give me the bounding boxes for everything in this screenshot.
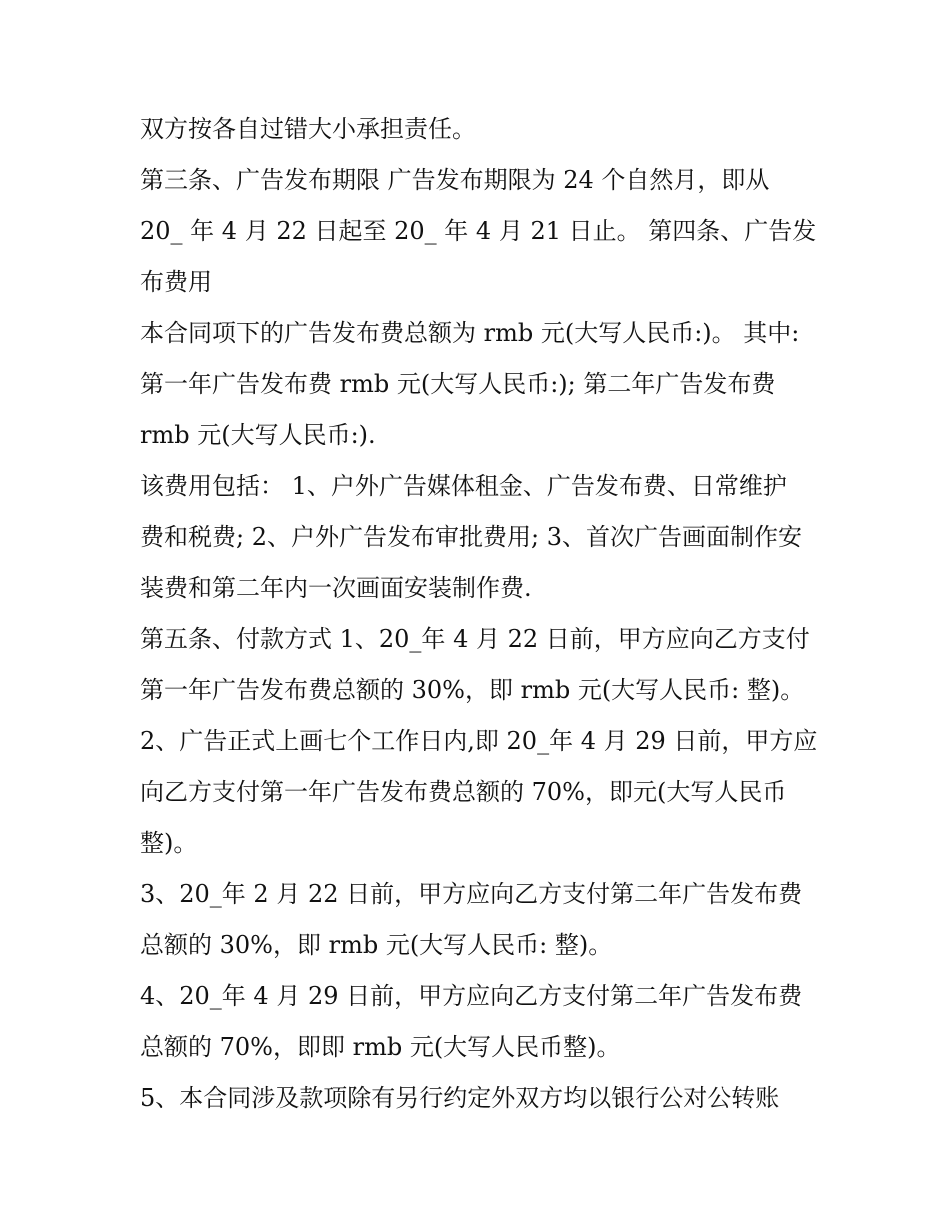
text-line: 向乙方支付第一年广告发布费总额的 70%，即元(大写人民币 (140, 778, 787, 806)
text-line: 该费用包括： 1、户外广告媒体租金、广告发布费、日常维护 (140, 472, 787, 500)
text-line: 布费用 (140, 268, 212, 296)
text-line: 3、20_年 2 月 22 日前，甲方应向乙方支付第二年广告发布费 (140, 880, 803, 908)
text-line: 总额的 30%，即 rmb 元(大写人民币: 整)。 (140, 931, 613, 959)
text-line: 第一年广告发布费 rmb 元(大写人民币:); 第二年广告发布费 (140, 370, 776, 398)
text-line: 20_ 年 4 月 22 日起至 20_ 年 4 月 21 日止。 第四条、广告发 (140, 217, 817, 245)
text-line: 2、广告正式上画七个工作日内,即 20_年 4 月 29 日前，甲方应 (140, 727, 818, 755)
text-line: 第五条、付款方式 1、20_年 4 月 22 日前，甲方应向乙方支付 (140, 625, 810, 653)
text-line: 第三条、广告发布期限 广告发布期限为 24 个自然月，即从 (140, 166, 770, 194)
contract-text (140, 104, 830, 1124)
text-line: rmb 元(大写人民币:). (140, 421, 376, 449)
text-line: 本合同项下的广告发布费总额为 rmb 元(大写人民币:)。 其中: (140, 319, 800, 347)
text-line: 整)。 (140, 829, 198, 857)
text-line: 装费和第二年内一次画面安装制作费. (140, 574, 532, 602)
text-line: 4、20_年 4 月 29 日前，甲方应向乙方支付第二年广告发布费 (140, 982, 803, 1010)
text-line: 第一年广告发布费总额的 30%，即 rmb 元(大写人民币: 整)。 (140, 676, 805, 704)
text-line: 费和税费; 2、户外广告发布审批费用; 3、首次广告画面制作安 (140, 523, 802, 551)
text-line: 5、本合同涉及款项除有另行约定外双方均以银行公对公转账 (140, 1084, 780, 1112)
text-line: 总额的 70%，即即 rmb 元(大写人民币整)。 (140, 1033, 621, 1061)
text-line: 双方按各自过错大小承担责任。 (140, 115, 476, 143)
